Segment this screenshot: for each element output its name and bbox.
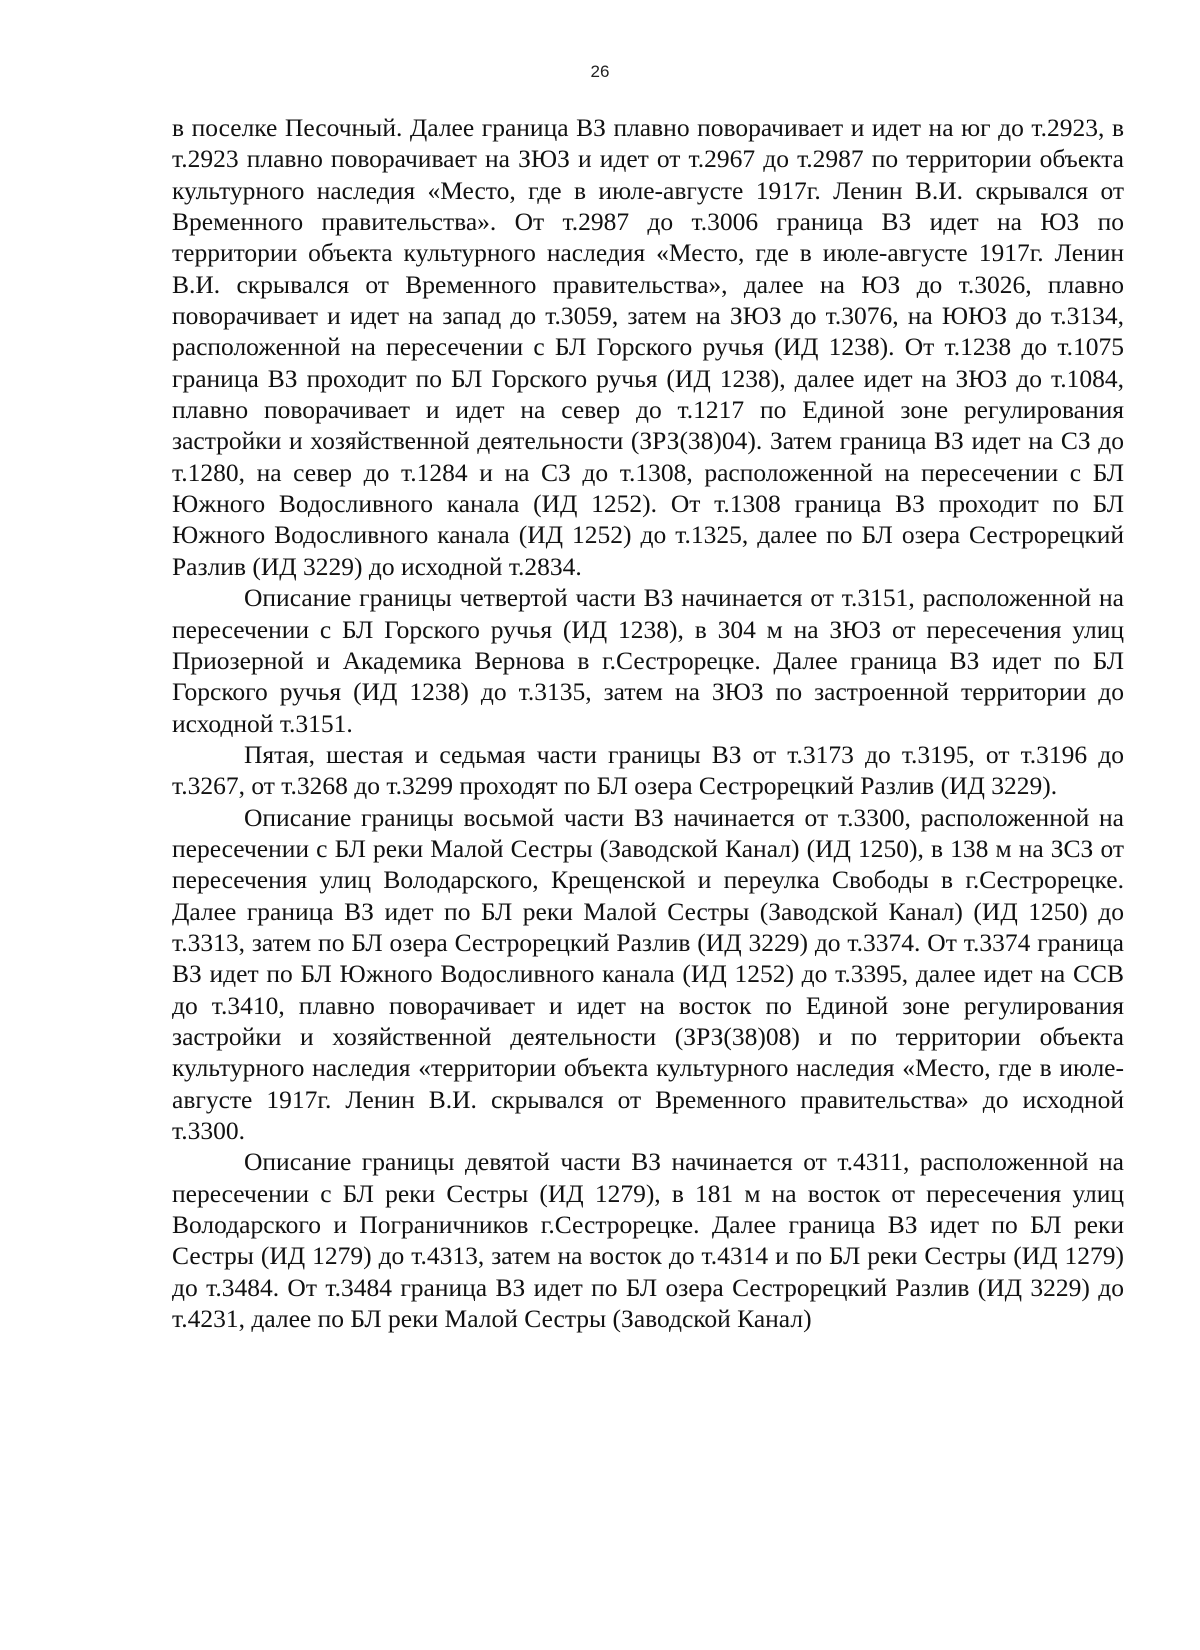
page-number: 26 <box>590 62 610 81</box>
paragraph-4: Описание границы восьмой части ВЗ начинается от т.3300, расположенной на пересечении с БЛ реки Малой Сестры (Заводской Канал) (ИД 1250), в 138 м на ЗСЗ от пересечения улиц Володарского, Крещенской и переулка Свободы в г.Сестрорецке. Далее граница ВЗ идет по БЛ реки Малой Сестры (Заводской Канал) (ИД 1250) до т.3313, затем по БЛ озера Сестрорецкий Разлив (ИД 3229) до т.3374. От т.3374 граница ВЗ идет по БЛ Южного Водосливного канала (ИД 1252) до т.3395, далее идет на ССВ до т.3410, плавно поворачивает и идет на восток по Единой зоне регулирования застройки и хозяйственной деятельности (ЗРЗ(38)08) и по территории объекта культурного наследия «территории объекта культурного наследия «Место, где в июле-августе 1917г. Ленин В.И. скрывался от Временного правительства» до исходной т.3300. <box>172 802 1124 1145</box>
paragraph-5: Описание границы девятой части ВЗ начинается от т.4311, расположенной на пересечении с БЛ реки Сестры (ИД 1279), в 181 м на восток от пересечения улиц Володарского и Пограничников г.Сестрорецке. Далее граница ВЗ идет по БЛ реки Сестры (ИД 1279) до т.4313, затем на восток до т.4314 и по БЛ реки Сестры (ИД 1279) до т.3484. От т.3484 граница ВЗ идет по БЛ озера Сестрорецкий Разлив (ИД 3229) до т.4231, далее по БЛ реки Малой Сестры (Заводской Канал) <box>172 1147 1124 1334</box>
paragraph-1: в поселке Песочный. Далее граница ВЗ плавно поворачивает и идет на юг до т.2923, в т.2923 плавно поворачивает на ЗЮЗ и идет от т.2967 до т.2987 по территории объекта культурного наследия «Место, где в июле-августе 1917г. Ленин В.И. скрывался от Временного правительства». От т.2987 до т.3006 граница ВЗ идет на ЮЗ по территории объекта культурного наследия «Место, где в июле-августе 1917г. Ленин В.И. скрывался от Временного правительства», далее на ЮЗ до т.3026, плавно поворачивает и идет на запад до т.3059, затем на ЗЮЗ до т.3076, на ЮЮЗ до т.3134, расположенной на пересечении с БЛ Горского ручья (ИД 1238). От т.1238 до т.1075 граница ВЗ проходит по БЛ Горского ручья (ИД 1238), далее идет на ЗЮЗ до т.1084, плавно поворачивает и идет на север до т.1217 по Единой зоне регулирования застройки и хозяйственной деятельности (ЗРЗ(38)04). Затем граница ВЗ идет на СЗ до т.1280, на север до т.1284 и на СЗ до т.1308, расположенной на пересечении с БЛ Южного Водосливного канала (ИД 1252). От т.1308 граница ВЗ проходит по БЛ Южного Водосливного канала (ИД 1252) до т.1325, далее по БЛ озера Сестрорецкий Разлив (ИД 3229) до исходной т.2834. <box>172 113 1124 581</box>
paragraph-2: Описание границы четвертой части ВЗ начинается от т.3151, расположенной на пересечении с БЛ Горского ручья (ИД 1238), в 304 м на ЗЮЗ от пересечения улиц Приозерной и Академика Вернова в г.Сестрорецке. Далее граница ВЗ идет по БЛ Горского ручья (ИД 1238) до т.3135, затем на ЗЮЗ по застроенной территории до исходной т.3151. <box>172 583 1124 738</box>
paragraph-3: Пятая, шестая и седьмая части границы ВЗ от т.3173 до т.3195, от т.3196 до т.3267, от т.3268 до т.3299 проходят по БЛ озера Сестрорецкий Разлив (ИД 3229). <box>172 739 1124 801</box>
document-body <box>172 112 1124 1334</box>
